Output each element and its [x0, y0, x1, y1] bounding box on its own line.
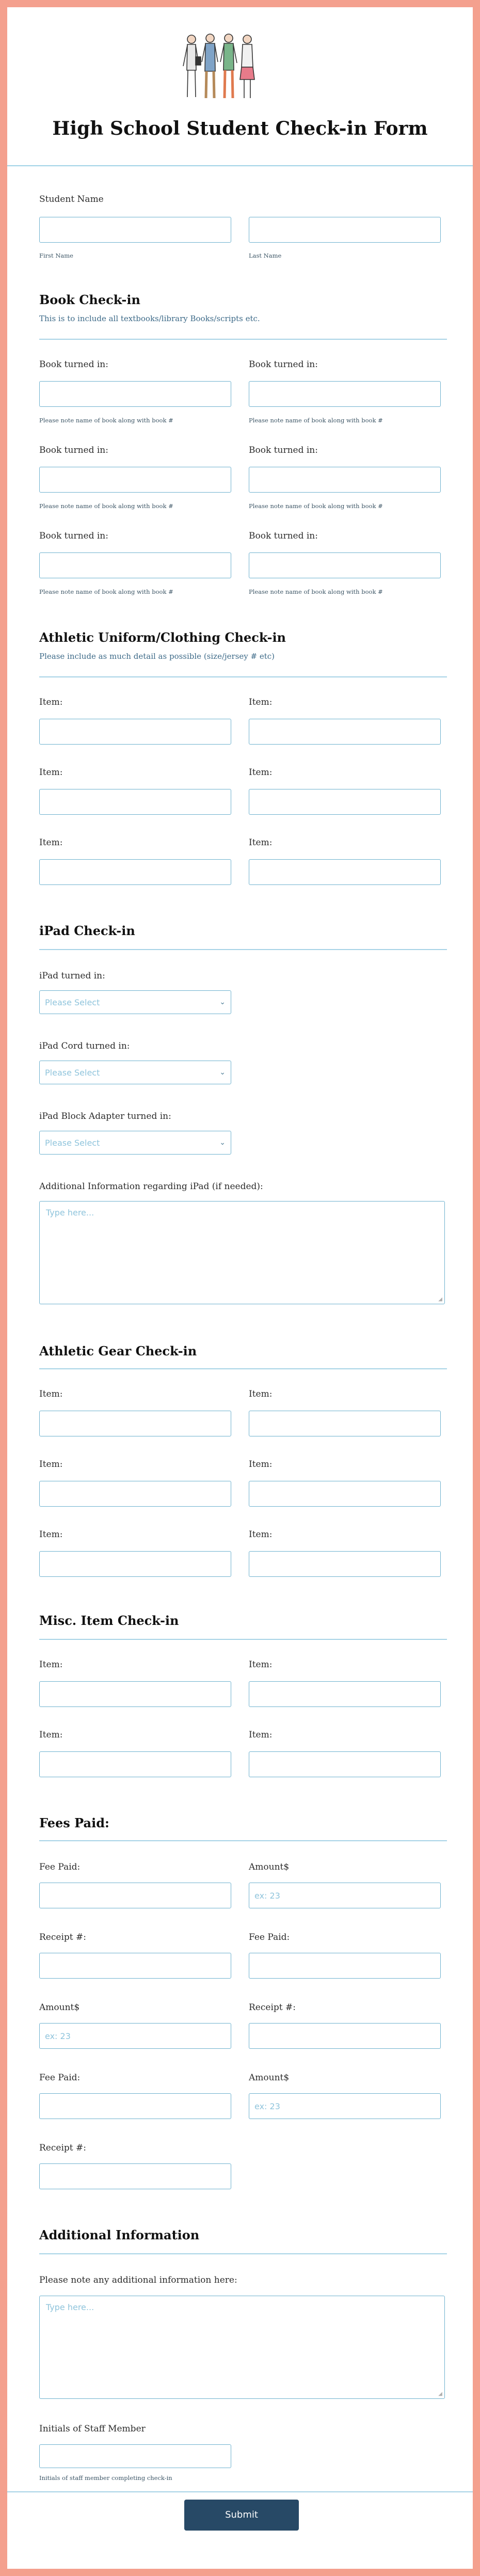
uniform-divider	[39, 676, 447, 677]
form-card	[7, 7, 473, 2569]
ipad-section-title: iPad Check-in	[39, 923, 135, 938]
gear-item-input-1[interactable]	[39, 1411, 231, 1436]
amount-label-3: Amount$	[249, 2073, 290, 2083]
ipad-turned-in-value: Please Select	[45, 997, 100, 1007]
uniform-item-label-4: Item:	[249, 767, 273, 778]
ipad-additional-label: Additional Information regarding iPad (if needed):	[39, 1181, 263, 1192]
ipad-adapter-select[interactable]	[39, 1131, 231, 1155]
initials-label: Initials of Staff Member	[39, 2424, 146, 2434]
misc-item-label-2: Item:	[249, 1660, 273, 1670]
fee-paid-label-3: Fee Paid:	[39, 2073, 81, 2083]
additional-section-title: Additional Information	[39, 2227, 200, 2242]
uniform-item-input-3[interactable]	[39, 789, 231, 815]
book-label-6: Book turned in:	[249, 531, 318, 541]
amount-placeholder-1: ex: 23	[254, 1890, 280, 1901]
ipad-turned-in-label: iPad turned in:	[39, 971, 105, 981]
uniform-item-label-5: Item:	[39, 837, 63, 848]
book-input-1[interactable]	[39, 381, 231, 407]
gear-item-label-6: Item:	[249, 1529, 273, 1540]
uniform-item-input-2[interactable]	[249, 719, 441, 745]
book-sublabel-1: Please note name of book along with book #	[39, 417, 173, 424]
book-label-2: Book turned in:	[249, 359, 318, 370]
last-name-input[interactable]	[249, 217, 441, 243]
book-label-4: Book turned in:	[249, 445, 318, 455]
misc-item-input-3[interactable]	[39, 1751, 231, 1777]
additional-note-placeholder: Type here...	[46, 2302, 94, 2312]
chevron-down-icon: ⌄	[219, 998, 226, 1006]
uniform-item-input-6[interactable]	[249, 859, 441, 885]
uniform-item-label-1: Item:	[39, 697, 63, 707]
gear-item-label-1: Item:	[39, 1389, 63, 1399]
initials-input[interactable]	[39, 2444, 231, 2468]
gear-item-label-4: Item:	[249, 1459, 273, 1469]
misc-item-label-4: Item:	[249, 1730, 273, 1740]
gear-item-label-3: Item:	[39, 1459, 63, 1469]
initials-sublabel: Initials of staff member completing check-in	[39, 2474, 172, 2482]
misc-item-label-1: Item:	[39, 1660, 63, 1670]
fee-paid-input-3[interactable]	[39, 2093, 231, 2119]
gear-item-input-6[interactable]	[249, 1551, 441, 1577]
additional-divider	[39, 2253, 447, 2254]
book-label-3: Book turned in:	[39, 445, 108, 455]
uniform-item-input-1[interactable]	[39, 719, 231, 745]
misc-item-input-2[interactable]	[249, 1681, 441, 1707]
ipad-additional-textarea[interactable]	[39, 1201, 445, 1304]
gear-item-label-5: Item:	[39, 1529, 63, 1540]
first-name-sublabel: First Name	[39, 252, 73, 259]
receipt-input-2[interactable]	[249, 2023, 441, 2049]
chevron-down-icon: ⌄	[219, 1068, 226, 1077]
amount-label-2: Amount$	[39, 2002, 80, 2013]
book-sublabel-5: Please note name of book along with book #	[39, 588, 173, 595]
receipt-input-3[interactable]	[39, 2163, 231, 2189]
fees-section-title: Fees Paid:	[39, 1815, 109, 1830]
uniform-item-input-4[interactable]	[249, 789, 441, 815]
book-input-5[interactable]	[39, 552, 231, 578]
amount-placeholder-3: ex: 23	[254, 2101, 280, 2111]
misc-section-title: Misc. Item Check-in	[39, 1613, 179, 1628]
fee-paid-input-2[interactable]	[249, 1953, 441, 1979]
gear-item-input-2[interactable]	[249, 1411, 441, 1436]
gear-item-input-3[interactable]	[39, 1481, 231, 1507]
chevron-down-icon: ⌄	[219, 1139, 226, 1147]
ipad-adapter-label: iPad Block Adapter turned in:	[39, 1111, 171, 1121]
amount-placeholder-2: ex: 23	[45, 2031, 71, 2041]
ipad-cord-value: Please Select	[45, 1067, 100, 1078]
additional-note-textarea[interactable]	[39, 2296, 445, 2399]
misc-item-input-4[interactable]	[249, 1751, 441, 1777]
gear-item-label-2: Item:	[249, 1389, 273, 1399]
fees-divider	[39, 1840, 447, 1841]
resize-handle-icon[interactable]: ◢	[438, 1297, 442, 1302]
amount-input-3[interactable]	[249, 2093, 441, 2119]
gear-section-title: Athletic Gear Check-in	[39, 1344, 197, 1358]
submit-button[interactable]: Submit	[184, 2500, 299, 2531]
footer-divider	[7, 2491, 473, 2492]
gear-item-input-5[interactable]	[39, 1551, 231, 1577]
book-divider	[39, 339, 447, 340]
misc-divider	[39, 1639, 447, 1640]
receipt-label-2: Receipt #:	[249, 2002, 296, 2013]
amount-input-2[interactable]	[39, 2023, 231, 2049]
book-sublabel-2: Please note name of book along with book #	[249, 417, 383, 424]
uniform-item-label-3: Item:	[39, 767, 63, 778]
book-sublabel-4: Please note name of book along with book #	[249, 502, 383, 510]
form-title: High School Student Check-in Form	[52, 118, 428, 139]
book-input-3[interactable]	[39, 467, 231, 493]
amount-label-1: Amount$	[249, 1862, 290, 1872]
uniform-item-label-6: Item:	[249, 837, 273, 848]
last-name-sublabel: Last Name	[249, 252, 282, 259]
fee-paid-label-1: Fee Paid:	[39, 1862, 81, 1872]
student-name-label: Student Name	[39, 194, 104, 204]
ipad-turned-in-select[interactable]	[39, 990, 231, 1014]
book-section-title: Book Check-in	[39, 292, 140, 307]
ipad-cord-label: iPad Cord turned in:	[39, 1041, 130, 1051]
form-header	[7, 7, 473, 166]
uniform-item-label-2: Item:	[249, 697, 273, 707]
book-label-5: Book turned in:	[39, 531, 108, 541]
uniform-section-title: Athletic Uniform/Clothing Check-in	[39, 630, 286, 645]
gear-item-input-4[interactable]	[249, 1481, 441, 1507]
book-input-2[interactable]	[249, 381, 441, 407]
amount-input-1[interactable]	[249, 1883, 441, 1908]
receipt-label-1: Receipt #:	[39, 1932, 86, 1942]
ipad-adapter-value: Please Select	[45, 1137, 100, 1148]
students-illustration	[180, 30, 258, 107]
misc-item-label-3: Item:	[39, 1730, 63, 1740]
receipt-label-3: Receipt #:	[39, 2143, 86, 2153]
uniform-section-desc: Please include as much detail as possible (size/jersey # etc)	[39, 652, 275, 661]
ipad-cord-select[interactable]	[39, 1061, 231, 1084]
book-label-1: Book turned in:	[39, 359, 108, 370]
receipt-input-1[interactable]	[39, 1953, 231, 1979]
fee-paid-label-2: Fee Paid:	[249, 1932, 290, 1942]
gear-divider	[39, 1368, 447, 1369]
ipad-additional-placeholder: Type here...	[46, 1208, 94, 1218]
book-sublabel-3: Please note name of book along with book #	[39, 502, 173, 510]
fee-paid-input-1[interactable]	[39, 1883, 231, 1908]
book-input-4[interactable]	[249, 467, 441, 493]
book-sublabel-6: Please note name of book along with book #	[249, 588, 383, 595]
misc-item-input-1[interactable]	[39, 1681, 231, 1707]
book-section-desc: This is to include all textbooks/library Books/scripts etc.	[39, 314, 260, 323]
uniform-item-input-5[interactable]	[39, 859, 231, 885]
resize-handle-icon[interactable]: ◢	[438, 2391, 442, 2397]
first-name-input[interactable]	[39, 217, 231, 243]
book-input-6[interactable]	[249, 552, 441, 578]
additional-note-label: Please note any additional information here:	[39, 2275, 237, 2285]
ipad-divider	[39, 949, 447, 950]
